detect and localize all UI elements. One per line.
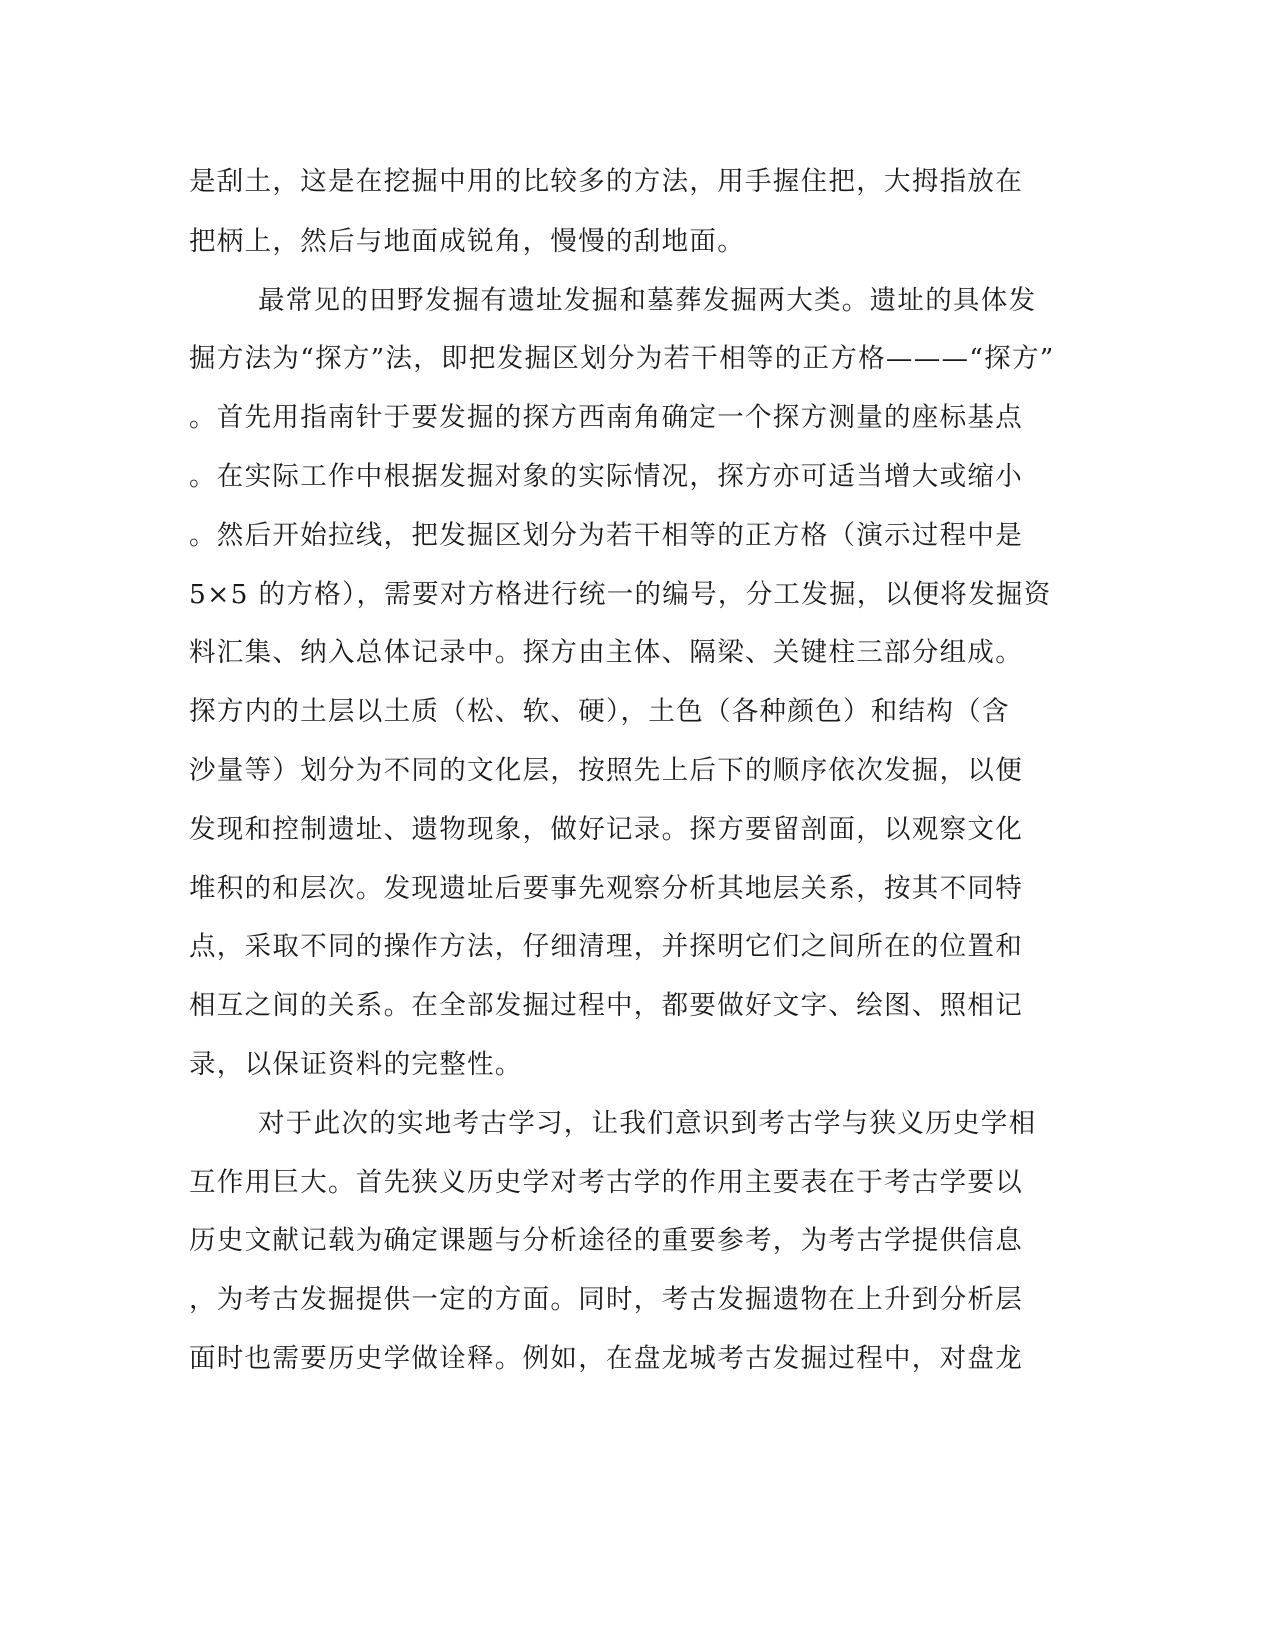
text-line: 沙量等）划分为不同的文化层，按照先上后下的顺序依次发掘，以便 (189, 755, 1023, 786)
text-line: 互作用巨大。首先狭义历史学对考古学的作用主要表在于考古学要以 (189, 1167, 1023, 1198)
text-line: ，为考古发掘提供一定的方面。同时，考古发掘遗物在上升到分析层 (189, 1284, 1023, 1315)
text-line: 是刮土，这是在挖掘中用的比较多的方法，用手握住把，大拇指放在 (189, 166, 1023, 197)
text-line: 。首先用指南针于要发掘的探方西南角确定一个探方测量的座标基点 (189, 402, 1023, 433)
text-line: 探方内的土层以土质（松、软、硬），土色（各种颜色）和结构（含 (189, 696, 1010, 727)
text-line: 历史文献记载为确定课题与分析途径的重要参考，为考古学提供信息 (189, 1225, 1023, 1256)
text-line: 。在实际工作中根据发掘对象的实际情况，探方亦可适当增大或缩小 (189, 461, 1023, 492)
text-line: 5×5 的方格），需要对方格进行统一的编号，分工发掘，以便将发掘资 (189, 579, 1052, 610)
text-line: 。然后开始拉线，把发掘区划分为若干相等的正方格（演示过程中是 (189, 520, 1023, 551)
text-line: 堆积的和层次。发现遗址后要事先观察分析其地层关系，按其不同特 (189, 873, 1023, 904)
text-line: 把柄上，然后与地面成锐角，慢慢的刮地面。 (189, 226, 745, 257)
paragraph-start-line: 最常见的田野发掘有遗址发掘和墓葬发掘两大类。遗址的具体发 (258, 285, 1037, 316)
text-line: 料汇集、纳入总体记录中。探方由主体、隔梁、关键柱三部分组成。 (189, 637, 1023, 668)
text-line: 点，采取不同的操作方法，仔细清理，并探明它们之间所在的位置和 (189, 931, 1023, 962)
text-line: 掘方法为“探方”法，即把发掘区划分为若干相等的正方格———“探方” (189, 343, 1055, 374)
text-line: 面时也需要历史学做诠释。例如，在盘龙城考古发掘过程中，对盘龙 (189, 1343, 1023, 1374)
text-line: 发现和控制遗址、遗物现象，做好记录。探方要留剖面，以观察文化 (189, 814, 1023, 845)
text-line: 录，以保证资料的完整性。 (189, 1049, 523, 1080)
text-line: 相互之间的关系。在全部发掘过程中，都要做好文字、绘图、照相记 (189, 990, 1023, 1021)
paragraph-start-line: 对于此次的实地考古学习，让我们意识到考古学与狭义历史学相 (258, 1108, 1037, 1139)
